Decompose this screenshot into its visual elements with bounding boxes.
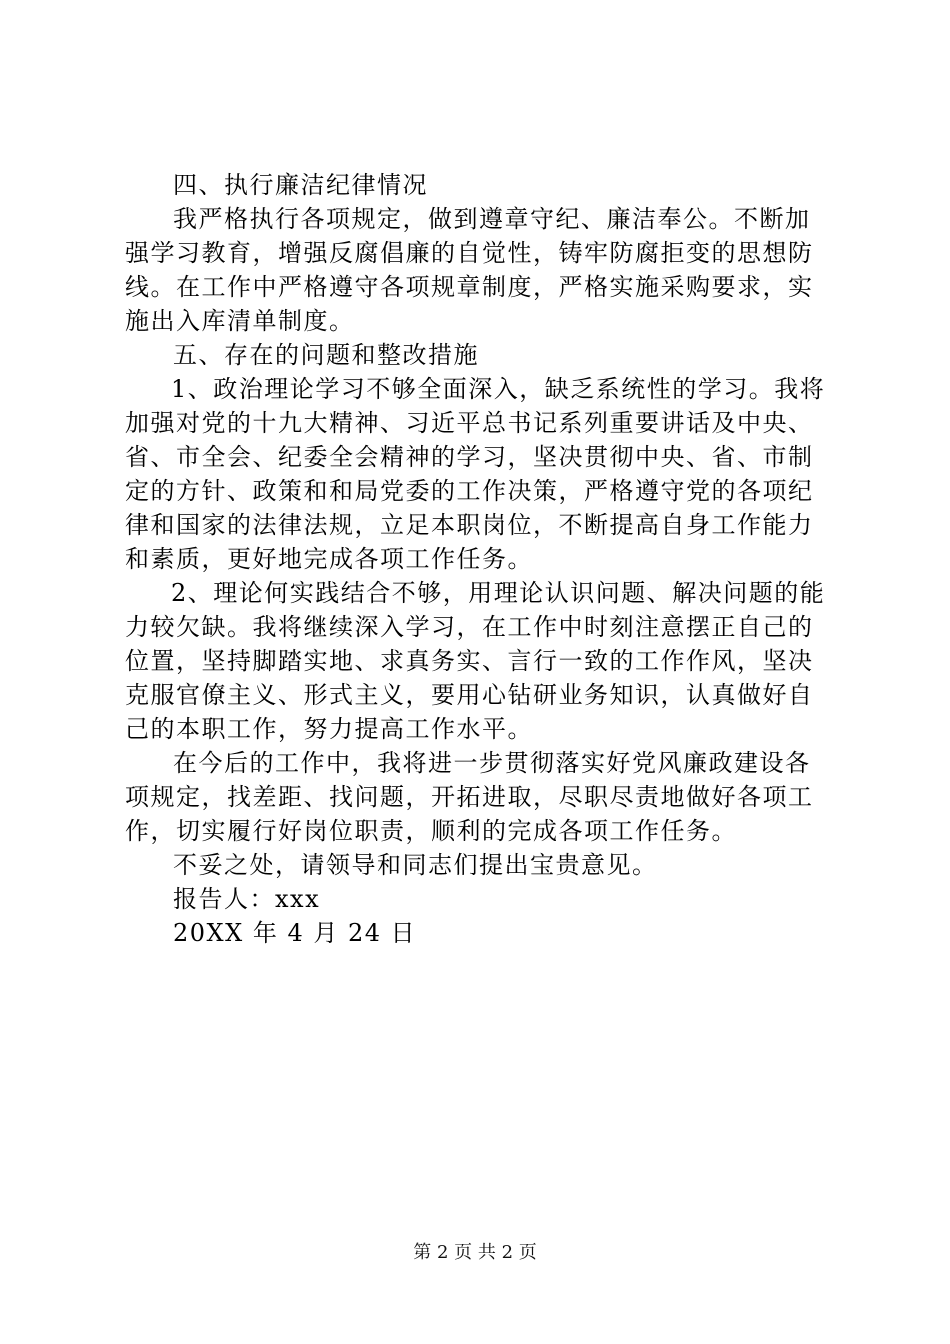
paragraph-line: 强学习教育，增强反腐倡廉的自觉性，铸牢防腐拒变的思想防 — [125, 239, 814, 267]
paragraph-line: 省、市全会、纪委全会精神的学习，坚决贯彻中央、省、市制 — [125, 443, 814, 471]
paragraph-line: 克服官僚主义、形式主义，要用心钻研业务知识，认真做好自 — [125, 681, 814, 709]
paragraph-line: 我严格执行各项规定，做到遵章守纪、廉洁奉公。不断加 — [173, 205, 811, 233]
reporter-signature: 报告人：xxx — [173, 885, 321, 913]
closing-remark: 不妥之处，请领导和同志们提出宝贵意见。 — [173, 851, 658, 879]
document-body — [125, 168, 835, 950]
paragraph-line: 1、政治理论学习不够全面深入，缺乏系统性的学习。我将 — [171, 375, 826, 403]
paragraph-line: 线。在工作中严格遵守各项规章制度，严格实施采购要求，实 — [125, 273, 814, 301]
section-heading-discipline: 四、执行廉洁纪律情况 — [173, 171, 428, 199]
paragraph-line: 和素质，更好地完成各项工作任务。 — [125, 545, 533, 573]
paragraph-line: 2、理论何实践结合不够，用理论认识问题、解决问题的能 — [171, 579, 826, 607]
page-number: 第 2 页 共 2 页 — [413, 1242, 537, 1263]
section-heading-problems: 五、存在的问题和整改措施 — [173, 341, 479, 369]
paragraph-line: 施出入库清单制度。 — [125, 307, 355, 335]
paragraph-line: 定的方针、政策和和局党委的工作决策，严格遵守党的各项纪 — [125, 477, 814, 505]
paragraph-line: 作，切实履行好岗位职责，顺利的完成各项工作任务。 — [125, 817, 737, 845]
paragraph-line: 加强对党的十九大精神、习近平总书记系列重要讲话及中央、 — [125, 409, 814, 437]
paragraph-line: 己的本职工作，努力提高工作水平。 — [125, 715, 533, 743]
paragraph-line: 项规定，找差距、找问题，开拓进取，尽职尽责地做好各项工 — [125, 783, 814, 811]
page-footer — [0, 1242, 950, 1264]
report-date: 20XX 年 4 月 24 日 — [173, 919, 417, 947]
paragraph-line: 位置，坚持脚踏实地、求真务实、言行一致的工作作风，坚决 — [125, 647, 814, 675]
paragraph-line: 律和国家的法律法规，立足本职岗位，不断提高自身工作能力 — [125, 511, 814, 539]
paragraph-line: 力较欠缺。我将继续深入学习，在工作中时刻注意摆正自己的 — [125, 613, 814, 641]
paragraph-line: 在今后的工作中，我将进一步贯彻落实好党风廉政建设各 — [173, 749, 811, 777]
